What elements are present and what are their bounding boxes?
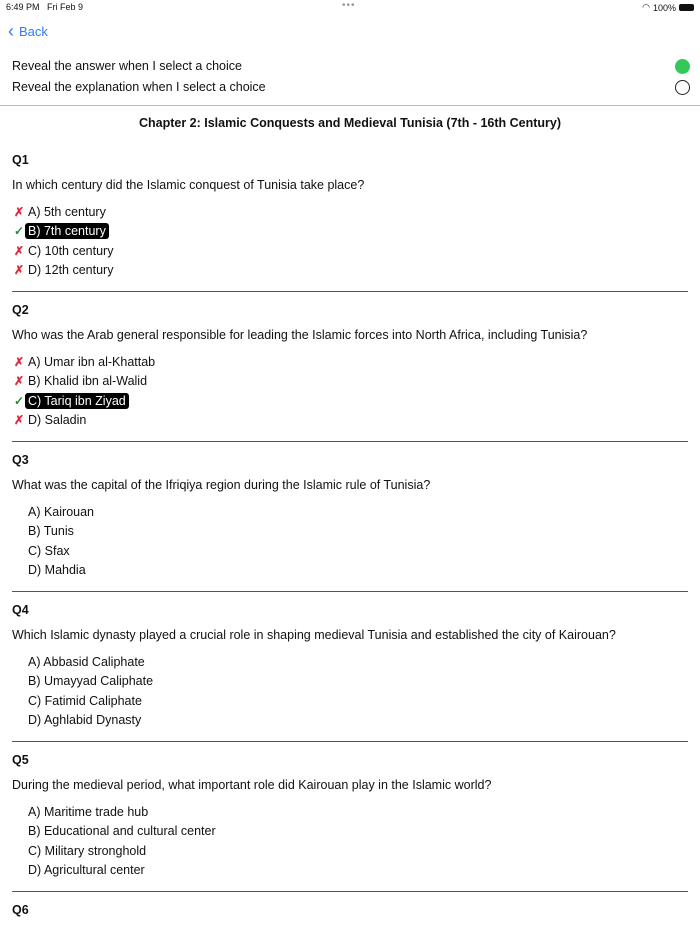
question-1 [12, 142, 688, 292]
question-label: Q2 [12, 303, 29, 317]
answer-option[interactable]: C) Military stronghold [28, 843, 147, 858]
answer-option[interactable]: ✓ C) Tariq ibn Ziyad [12, 391, 688, 411]
answer-option[interactable]: ✗ D) 12th century [13, 263, 114, 278]
question-text: Which Islamic dynasty played a crucial role in shaping medieval Tunisia and established the city of Kairouan? [12, 628, 616, 642]
answer-option[interactable]: ✗ D) Saladin [13, 413, 87, 428]
battery-icon [679, 4, 694, 11]
question-label: Q3 [12, 453, 29, 467]
toggle-reveal-answer[interactable]: Reveal the answer when I select a choice [12, 56, 690, 76]
question-4 [12, 592, 688, 742]
question-label: Q4 [12, 603, 29, 617]
answer-option[interactable]: C) Sfax [28, 543, 70, 558]
question-text: What was the capital of the Ifriqiya region during the Islamic rule of Tunisia? [12, 478, 431, 492]
radio-on-icon[interactable] [675, 59, 690, 74]
answer-option[interactable]: B) Educational and cultural center [28, 824, 216, 839]
answer-option[interactable]: ✓ B) 7th century [12, 222, 688, 242]
question-text: Who was the Arab general responsible for leading the Islamic forces into North Africa, including Tunisia? [12, 328, 588, 342]
x-mark-icon: ✗ [13, 413, 25, 428]
answer-option[interactable]: D) Aghlabid Dynasty [28, 713, 142, 728]
question-label: Q1 [12, 153, 29, 167]
answer-option[interactable]: A) Maritime trade hub [28, 804, 149, 819]
answer-option[interactable]: D) Agricultural center [28, 863, 145, 878]
answer-option[interactable]: B) Tunis [28, 524, 74, 539]
question-list [12, 142, 688, 931]
answer-option[interactable]: C) Fatimid Caliphate [28, 693, 142, 708]
question-5 [12, 742, 688, 892]
divider [0, 105, 700, 106]
answer-option[interactable]: A) Abbasid Caliphate [28, 654, 145, 669]
question-text: During the medieval period, what important role did Kairouan play in the Islamic world? [12, 778, 492, 792]
toggle-reveal-explanation[interactable]: Reveal the explanation when I select a choice [12, 77, 690, 97]
answer-option[interactable]: B) Umayyad Caliphate [28, 674, 154, 689]
question-2 [12, 292, 688, 442]
question-6 [12, 892, 688, 931]
x-mark-icon: ✗ [13, 243, 25, 258]
answer-option[interactable]: ✗ B) Khalid ibn al-Walid [13, 374, 148, 389]
chapter-title: Chapter 2: Islamic Conquests and Medieval Tunisia (7th - 16th Century) [138, 116, 562, 130]
answer-option[interactable]: D) Mahdia [28, 563, 86, 578]
question-3 [12, 442, 688, 592]
multitasking-dots[interactable]: ••• [342, 0, 356, 11]
chevron-left-icon: ‹ [8, 21, 14, 41]
status-right: ◠ 100% [642, 2, 694, 13]
status-bar [0, 0, 700, 14]
checkmark-icon: ✓ [13, 224, 25, 239]
question-label: Q5 [12, 753, 29, 767]
question-label: Q6 [12, 903, 29, 917]
answer-option[interactable]: A) Kairouan [28, 504, 95, 519]
x-mark-icon: ✗ [13, 374, 25, 389]
radio-off-icon[interactable] [675, 80, 690, 95]
checkmark-icon: ✓ [13, 393, 25, 408]
question-text: In which century did the Islamic conquest of Tunisia take place? [12, 178, 365, 192]
x-mark-icon: ✗ [13, 263, 25, 278]
wifi-icon: ◠ [642, 2, 650, 12]
x-mark-icon: ✗ [13, 204, 25, 219]
back-button[interactable]: ‹ Back [8, 21, 48, 41]
answer-option[interactable]: ✗ A) 5th century [13, 204, 106, 219]
answer-option[interactable]: ✗ A) Umar ibn al-Khattab [13, 354, 156, 369]
x-mark-icon: ✗ [13, 354, 25, 369]
status-time: 6:49 PM Fri Feb 9 [6, 2, 84, 12]
answer-option[interactable]: ✗ C) 10th century [13, 243, 114, 258]
